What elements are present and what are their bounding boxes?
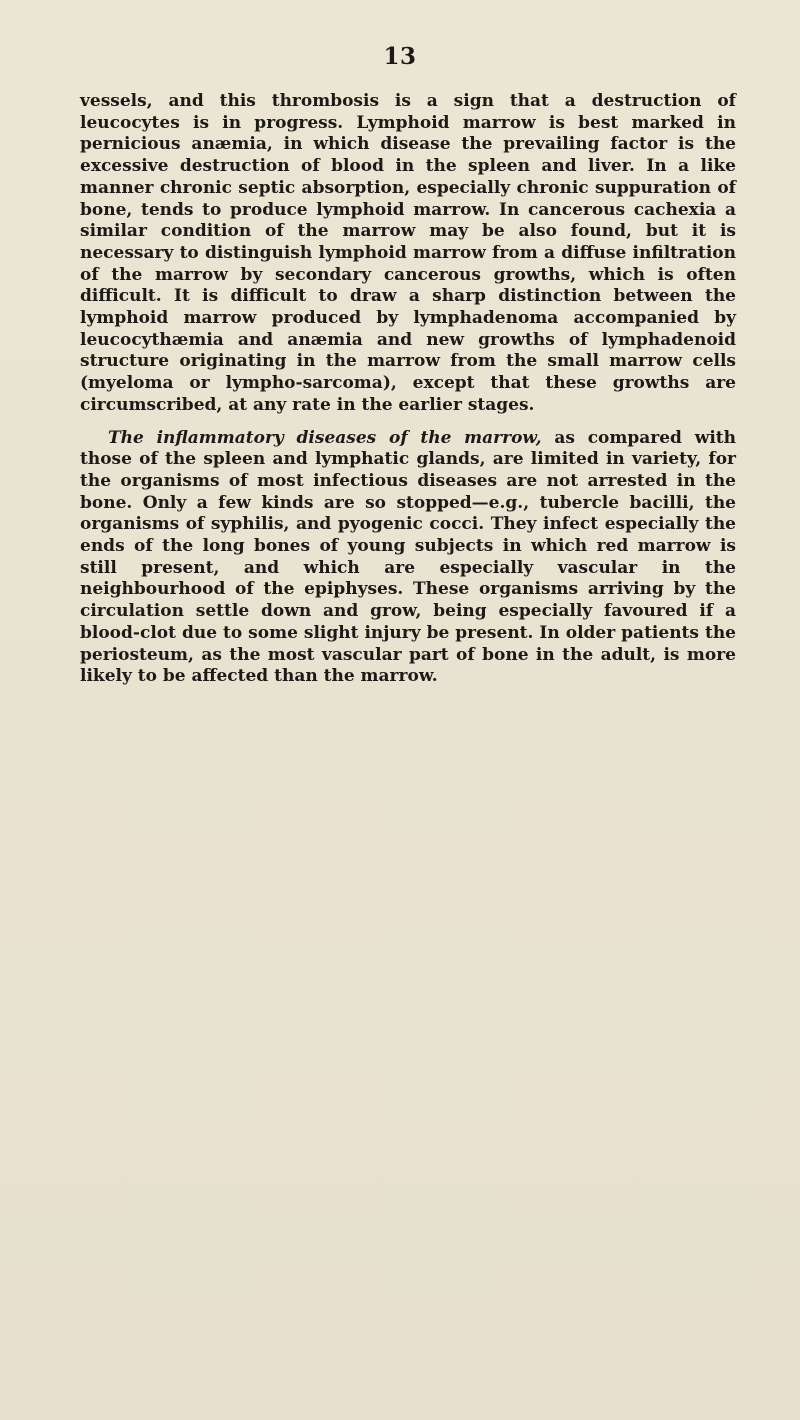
- paragraph-lymphoid-marrow: [80, 91, 736, 417]
- page-number: 13: [383, 43, 417, 70]
- body-text: [80, 91, 736, 688]
- paragraph-text: vessels, and this thrombosis is a sign that a destruction of leucocytes is in progress. Lymphoid marrow is best marked in pernicious anæmia, in which disease the prevailing factor is the excessive destruction of blood in the spleen and liver. In a like manner chronic septic absorption, especially chronic suppuration of bone, tends to produce lymphoid marrow. In cancerous cachexia a similar condition of the marrow may be also found, but it is necessary to distinguish lymphoid marrow from a diffuse infiltration of the marrow by secondary cancerous growths, which is often difficult. It is difficult to draw a sharp distinction between the lymphoid marrow produced by lymphadenoma accompanied by leucocythæmia and anæmia and new growths of lymphadenoid structure originating in the marrow from the small marrow cells (myeloma or lympho-sarcoma), except that these growths are circumscribed, at any rate in the earlier stages.: [80, 91, 736, 415]
- paragraph-text: as compared with those of the spleen and lymphatic glands, are limited in variety, for the organisms of most infectious diseases are not arrested in the bone. Only a few kinds are so stopped—e.g., tubercle bacilli, the organisms of syphilis, and pyogenic cocci. They infect especially the ends of the long bones of young subjects in which red marrow is still present, and which are especially vascular in the neighbourhood of the epiphyses. These organisms arriving by the circulation settle down and grow, being especially favoured if a blood-clot due to some slight injury be present. In older patients the periosteum, as the most vascular part of bone in the adult, is more likely to be affected than the marrow.: [80, 427, 736, 687]
- paragraph-inflammatory-diseases: [80, 428, 736, 688]
- paragraph-italic-lead: The inflammatory diseases of the marrow,: [108, 427, 542, 448]
